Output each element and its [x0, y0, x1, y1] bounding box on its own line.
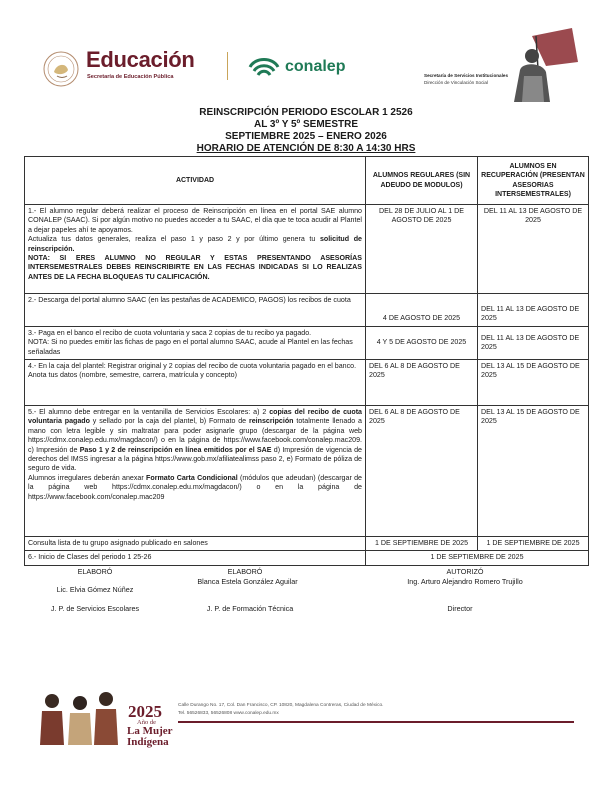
- row5-text: Alumnos irregulares deberán anexar: [28, 473, 147, 482]
- footer-address: Calle Durango No. 17, Col. Dan Francisco, CP. 10820, Magdalena Contreras, Ciudad de México.: [178, 703, 384, 708]
- activity-cell: [25, 406, 366, 537]
- signature-name: Lic. Elvia Gómez Núñez: [56, 585, 134, 594]
- org-direction: Dirección de Vinculación Social: [424, 80, 489, 85]
- activity-cell: Consulta lista de tu grupo asignado publicado en salones: [25, 537, 366, 551]
- signature-title: J. P. de Formación Técnica: [206, 604, 294, 613]
- table-row: [25, 294, 589, 327]
- page-header: [0, 0, 612, 100]
- row5-bold-text: Formato Carta Condicional: [146, 473, 238, 482]
- class-start-date-cell: 1 DE SEPTIEMBRE DE 2025: [366, 551, 589, 565]
- row5-bold-text: copias del recibo de cuota voluntaria pagado: [28, 408, 362, 426]
- conalep-wordmark: conalep: [285, 58, 346, 75]
- table-row: [25, 326, 589, 359]
- row5-text: d) Impresión de vigencia de derechos del IMSS ingresar a la página https://www.gob.mx/afiliatealimss paso 2, e) Formato de póliza de seguro de vida.: [28, 445, 363, 473]
- regular-date-cell: 4 Y 5 DE AGOSTO DE 2025: [366, 326, 478, 359]
- row1-note-text: NOTA: SI ERES ALUMNO NO REGULAR Y ESTAS PRESENTANDO ASESORÍAS INTERSEMESTRALES DEBES REINSCRIBIRTE EN LAS FECHAS INDICADAS SI LO REALIZAS ANTES DE LA FECHA BLOQUEAS TU CALIFICACIÓN.: [28, 254, 362, 281]
- signature-name: Ing. Arturo Alejandro Romero Trujillo: [407, 577, 523, 586]
- title-line-3: SEPTIEMBRE 2025 – ENERO 2026: [225, 131, 387, 142]
- title-line-2: AL 3º Y 5º SEMESTRE: [253, 119, 358, 130]
- footer-indigena: Indígena: [127, 736, 169, 748]
- mexico-seal-icon: [42, 50, 80, 88]
- recovery-date-cell: DEL 11 AL 13 DE AGOSTO DE 2025: [478, 205, 589, 294]
- signature-name: Blanca Estela González Aguilar: [197, 577, 298, 586]
- footer-year: 2025: [128, 702, 162, 721]
- recovery-date-cell: DEL 13 AL 15 DE AGOSTO DE 2025: [478, 406, 589, 537]
- activity-cell: [25, 326, 366, 359]
- row1-text: Actualiza tus datos generales, realiza el paso 1 y paso 2 y por último genera tu: [28, 235, 320, 244]
- document-title: [0, 107, 612, 155]
- footer-rule: [178, 721, 574, 723]
- header-regular: ALUMNOS REGULARES (SIN ADEUDO DE MODULOS): [366, 157, 478, 205]
- brand-subtitle: Secretaría de Educación Pública: [87, 74, 174, 80]
- activity-cell: [25, 205, 366, 294]
- footer-contact: Tel. 56526833, 56526808 www.conalep.edu.mx: [178, 711, 279, 716]
- signature-role: AUTORIZÓ: [446, 567, 484, 576]
- conalep-logo-icon: [247, 55, 281, 79]
- row5-bold-text: reinscripción: [248, 417, 294, 426]
- row3-paragraph: 3.- Paga en el banco el recibo de cuota voluntaria y saca 2 copias de tu recibo ya pagado.: [28, 328, 312, 337]
- signature-role: ELABORÓ: [77, 567, 113, 576]
- table-row: [25, 406, 589, 537]
- regular-date-cell: 4 DE AGOSTO DE 2025: [366, 294, 478, 327]
- row5-text: totalmente llenado a mano con letra legible y sin maltratar para poder asignarle grupo (descargar de la página web https://cdmx.conalep.edu.mx/magdacon/) o en la página de https://www.facebook.com/conalep.mac209. c) Impresión de: [28, 417, 362, 454]
- recovery-date-cell: DEL 11 AL 13 DE AGOSTO DE 2025: [478, 294, 589, 327]
- regular-date-cell: DEL 6 AL 8 DE AGOSTO DE 2025: [366, 406, 478, 537]
- table-header-row: [25, 157, 589, 205]
- reinscription-table: [24, 156, 589, 566]
- table-row: [25, 537, 589, 551]
- row1-note: [28, 254, 362, 282]
- row1-bold-text: solicitud de reinscripción.: [28, 235, 362, 253]
- row5-text: (módulos que adeudan) (descargar de la página web https://cdmx.conalep.edu.mx/magdacon/) o en la página de https://www.facebook.com/conalep.mac209: [28, 473, 363, 501]
- brand-title: Educación: [86, 47, 195, 72]
- footer-ano-de: Año de: [137, 719, 156, 726]
- flag-woman-illustration-icon: [502, 26, 584, 104]
- title-line-1: REINSCRIPCIÓN PERIODO ESCOLAR 1 2526: [199, 107, 413, 118]
- title-line-4: HORARIO DE ATENCIÓN DE 8:30 A 14:30 HRS: [196, 143, 416, 154]
- table-row: [25, 360, 589, 406]
- org-department: Secretaría de Servicios Institucionales: [424, 73, 509, 78]
- indigenous-women-illustration-icon: [36, 689, 126, 745]
- header-recovery: ALUMNOS EN RECUPERACIÓN (PRESENTAN ASESORIAS INTERSEMESTRALES): [478, 157, 589, 205]
- regular-date-cell: DEL 6 AL 8 DE AGOSTO DE 2025: [366, 360, 478, 406]
- row1-paragraph: [28, 235, 362, 254]
- footer-la-mujer: La Mujer: [127, 725, 173, 737]
- recovery-date-cell: DEL 11 AL 13 DE AGOSTO DE 2025: [478, 326, 589, 359]
- row5-text: y sellado por la caja del plantel, b) Formato de: [89, 417, 249, 426]
- regular-date-cell: 1 DE SEPTIEMBRE DE 2025: [366, 537, 478, 551]
- recovery-date-cell: DEL 13 AL 15 DE AGOSTO DE 2025: [478, 360, 589, 406]
- row3-note: NOTA: Si no puedes emitir las fichas de pago en el portal alumno SAAC, acude al Plantel en las fechas señaladas: [28, 338, 353, 356]
- activity-cell: 6.- Inicio de Clases del periodo 1 25-26: [25, 551, 366, 565]
- row1-paragraph: 1.- El alumno regular deberá realizar el proceso de Reinscripción en línea en el portal SAE alumno CONALEP (SAAC). Si por algún motivo no puedes acceder a tu SAAC, el día que te toca acudir al Plantel a dejar papeles ahí te apoyamos.: [28, 207, 362, 234]
- table-row: [25, 205, 589, 294]
- regular-date-cell: DEL 28 DE JULIO AL 1 DE AGOSTO DE 2025: [366, 205, 478, 294]
- table-row: [25, 551, 589, 565]
- activity-cell: 2.- Descarga del portal alumno SAAC (en las pestañas de ACADEMICO, PAGOS) los recibos de cuota: [25, 294, 366, 327]
- signature-role: ELABORÓ: [227, 567, 263, 576]
- row5-text: 5.- El alumno debe entregar en la ventanilla de Servicios Escolares: a) 2: [28, 408, 270, 417]
- recovery-date-cell: 1 DE SEPTIEMBRE DE 2025: [478, 537, 589, 551]
- header-divider: [227, 52, 228, 80]
- signature-title: J. P. de Servicios Escolares: [50, 604, 140, 613]
- footer-slogan: [127, 726, 173, 748]
- row5-bold-text: Paso 1 y 2 de reinscripción en línea emitidos por el SAE: [79, 445, 272, 454]
- signature-title: Director: [447, 604, 473, 613]
- header-activity: ACTIVIDAD: [25, 157, 366, 205]
- activity-cell: 4.- En la caja del plantel: Registrar original y 2 copias del recibo de cuota voluntaria pagado en el banco. Anota tus datos (nombre, semestre, carrera, matrícula y concepto): [25, 360, 366, 406]
